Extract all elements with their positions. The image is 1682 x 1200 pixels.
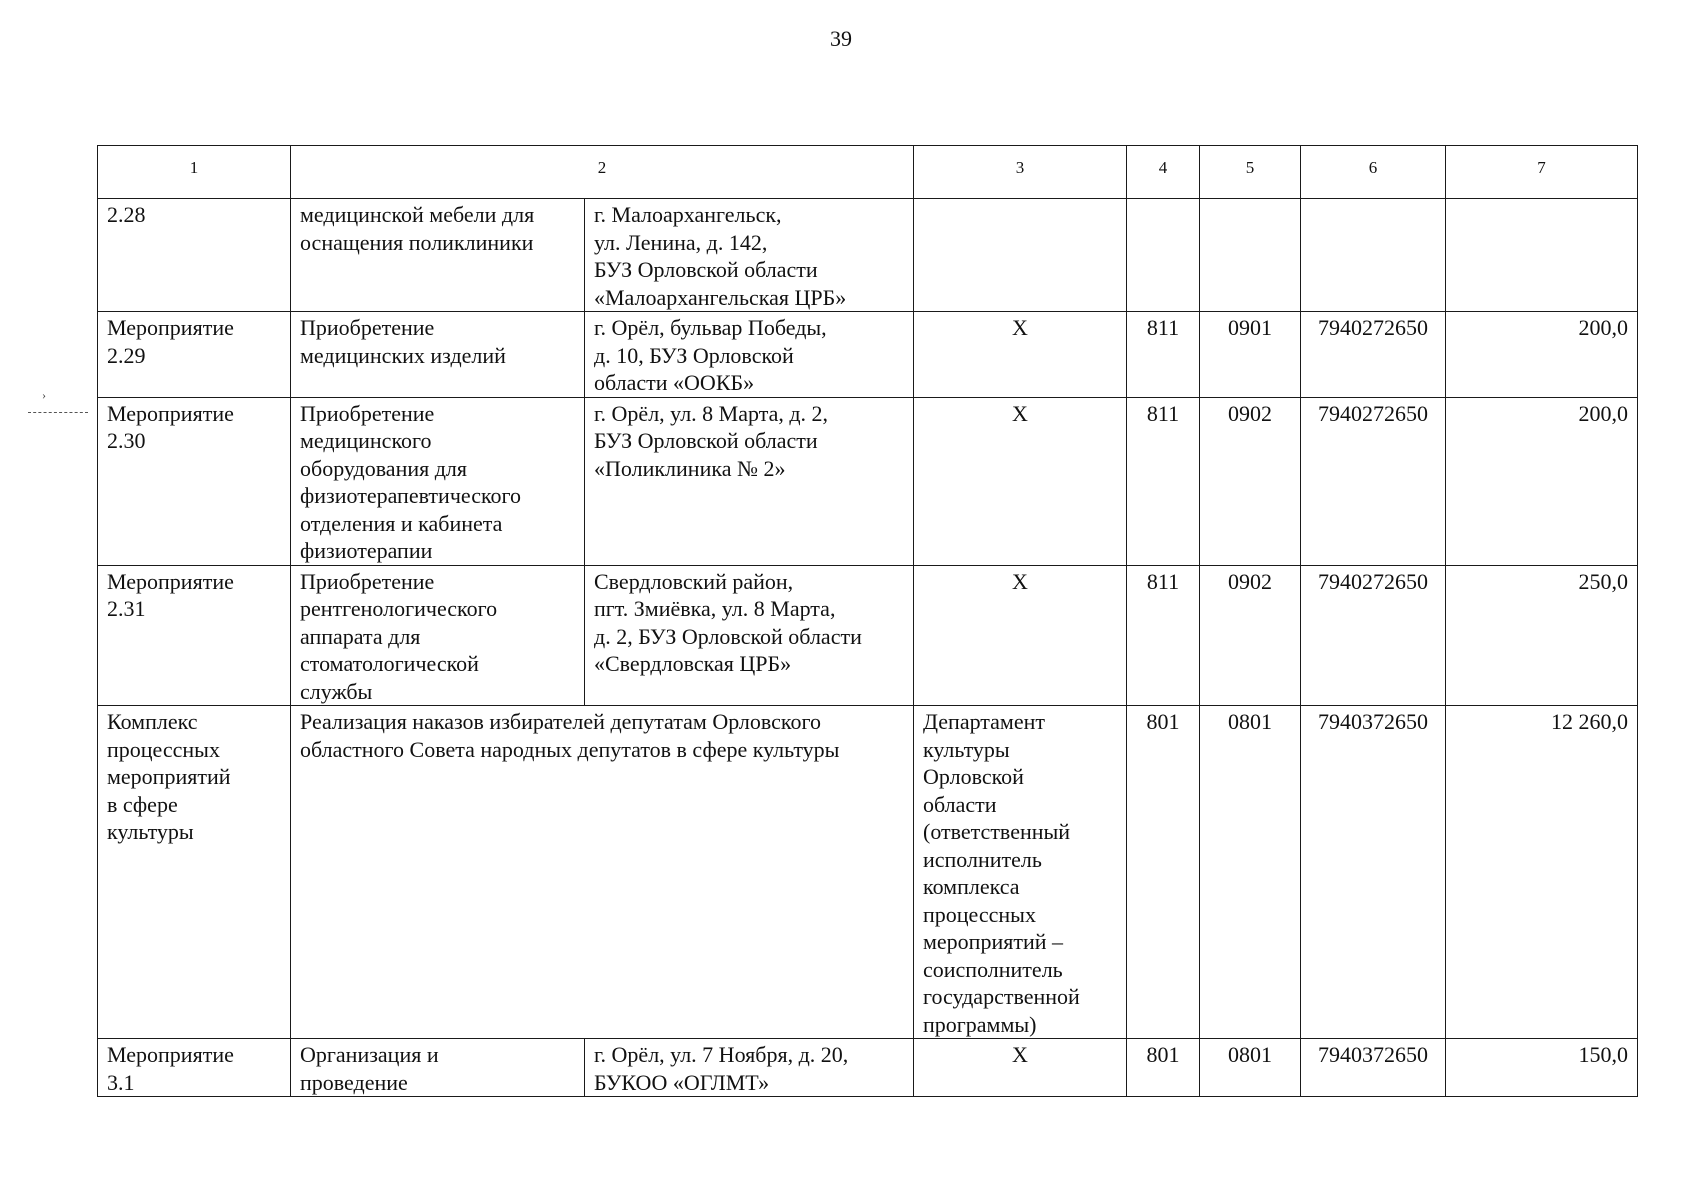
cell-code-6: 7940272650 (1301, 565, 1446, 706)
cell-address: Свердловский район, пгт. Змиёвка, ул. 8 Марта, д. 2, БУЗ Орловской области «Свердловская ЦРБ» (585, 565, 914, 706)
cell-amount (1446, 199, 1638, 312)
cell-item: Мероприятие 2.29 (98, 312, 291, 398)
header-cell: 3 (914, 146, 1127, 199)
cell-name: Организация и проведение (291, 1039, 585, 1097)
margin-mark: › (42, 388, 46, 402)
cell-code-4: 811 (1127, 312, 1200, 398)
cell-code-4 (1127, 199, 1200, 312)
cell-item: 2.28 (98, 199, 291, 312)
header-cell: 2 (291, 146, 914, 199)
cell-executor: Х (914, 312, 1127, 398)
cell-amount: 12 260,0 (1446, 706, 1638, 1039)
cell-code-4: 801 (1127, 1039, 1200, 1097)
table-row (98, 312, 1638, 398)
cell-code-4: 811 (1127, 565, 1200, 706)
cell-address: г. Малоархангельск, ул. Ленина, д. 142, БУЗ Орловской области «Малоархангельская ЦРБ» (585, 199, 914, 312)
header-cell: 5 (1200, 146, 1301, 199)
cell-address: г. Орёл, ул. 7 Ноября, д. 20, БУКОО «ОГЛМТ» (585, 1039, 914, 1097)
cell-item: Комплекс процессных мероприятий в сфере культуры (98, 706, 291, 1039)
cell-name: медицинской мебели для оснащения поликлиники (291, 199, 585, 312)
cell-name: Приобретение рентгенологического аппарата для стоматологической службы (291, 565, 585, 706)
header-row (98, 146, 1638, 199)
cell-code-5: 0801 (1200, 706, 1301, 1039)
cell-name: Приобретение медицинского оборудования для физиотерапевтического отделения и кабинета физиотерапии (291, 397, 585, 565)
cell-item: Мероприятие 2.30 (98, 397, 291, 565)
table-row (98, 706, 1638, 1039)
cell-executor: Х (914, 397, 1127, 565)
data-table (97, 145, 1638, 1097)
cell-item: Мероприятие 2.31 (98, 565, 291, 706)
header-cell: 1 (98, 146, 291, 199)
cell-executor (914, 199, 1127, 312)
cell-amount: 150,0 (1446, 1039, 1638, 1097)
cell-item: Мероприятие 3.1 (98, 1039, 291, 1097)
table-row (98, 565, 1638, 706)
cell-address: г. Орёл, ул. 8 Марта, д. 2, БУЗ Орловской области «Поликлиника № 2» (585, 397, 914, 565)
cell-code-4: 811 (1127, 397, 1200, 565)
cell-executor: Департамент культуры Орловской области (ответственный исполнитель комплекса процессных мероприятий – соисполнитель государственной программы) (914, 706, 1127, 1039)
cell-code-6: 7940372650 (1301, 1039, 1446, 1097)
cell-code-5: 0901 (1200, 312, 1301, 398)
cell-code-5: 0801 (1200, 1039, 1301, 1097)
table-row (98, 199, 1638, 312)
cell-amount: 200,0 (1446, 397, 1638, 565)
header-cell: 4 (1127, 146, 1200, 199)
header-cell: 7 (1446, 146, 1638, 199)
cell-executor: Х (914, 565, 1127, 706)
cell-name: Приобретение медицинских изделий (291, 312, 585, 398)
cell-code-6: 7940272650 (1301, 312, 1446, 398)
cell-amount: 250,0 (1446, 565, 1638, 706)
cell-code-6 (1301, 199, 1446, 312)
margin-dash-line (28, 412, 88, 413)
page-number: 39 (830, 26, 852, 51)
cell-executor: Х (914, 1039, 1127, 1097)
cell-address: г. Орёл, бульвар Победы, д. 10, БУЗ Орловской области «ООКБ» (585, 312, 914, 398)
cell-code-6: 7940272650 (1301, 397, 1446, 565)
cell-amount: 200,0 (1446, 312, 1638, 398)
cell-code-5 (1200, 199, 1301, 312)
cell-code-4: 801 (1127, 706, 1200, 1039)
header-cell: 6 (1301, 146, 1446, 199)
cell-code-6: 7940372650 (1301, 706, 1446, 1039)
cell-code-5: 0902 (1200, 565, 1301, 706)
cell-code-5: 0902 (1200, 397, 1301, 565)
cell-name: Реализация наказов избирателей депутатам Орловского областного Совета народных депутатов в сфере культуры (291, 706, 914, 1039)
table-row (98, 397, 1638, 565)
table-row (98, 1039, 1638, 1097)
